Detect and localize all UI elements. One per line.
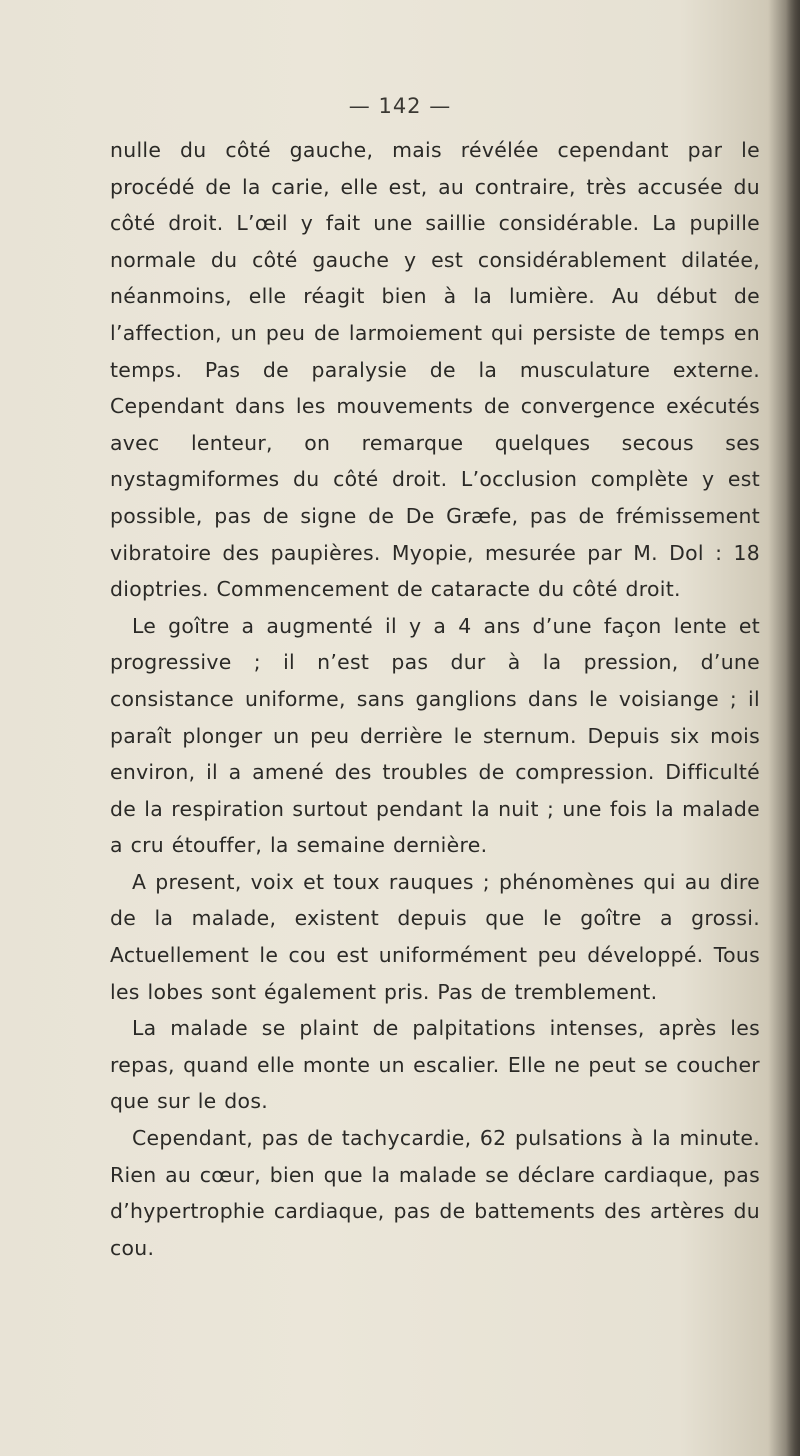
paragraph-palpitations: La malade se plaint de palpitations intenses, après les repas, quand elle monte un escalier. Elle ne peut se coucher que sur le dos. <box>110 1016 760 1114</box>
paragraph-voice-symptoms: A present, voix et toux rauques ; phénomènes qui au dire de la malade, existent depuis que le goître a grossi. Actuellement le cou est uniformément peu développé. Tous les lobes sont également pris. Pas de tremblement. <box>110 869 760 1004</box>
body-text <box>110 132 760 1266</box>
book-binding-edge <box>786 0 800 1456</box>
paragraph-cardiac-exam: Cependant, pas de tachycardie, 62 pulsations à la minute. Rien au cœur, bien que la malade se déclare cardiaque, pas d’hypertrophie cardiaque, pas de battements des artères du cou. <box>110 1126 760 1260</box>
paragraph-eye-findings: nulle du côté gauche, mais révélée cependant par le procédé de la carie, elle est, au contraire, très accusée du côté droit. L’œil y fait une saillie considérable. La pupille normale du côté gauche y est considérablement dilatée, néanmoins, elle réagit bien à la lumière. Au début de l’affection, un peu de larmoiement qui persiste de temps en temps. Pas de paralysie de la musculature externe. Cependant dans les mouvements de convergence exécutés avec lenteur, on remarque quelques secous ses nystagmiformes du côté droit. L’occlusion complète y est possible, pas de signe de De Græfe, pas de frémissement vibratoire des paupières. Myopie, mesurée par M. Dol : 18 dioptries. Commencement de cataracte du côté droit. <box>110 138 760 602</box>
paragraph-goitre-history: Le goître a augmenté il y a 4 ans d’une façon lente et progressive ; il n’est pas dur à la pression, d’une consistance uniforme, sans ganglions dans le voisiange ; il paraît plonger un peu derrière le sternum. Depuis six mois environ, il a amené des troubles de compression. Difficulté de la respiration surtout pendant la nuit ; une fois la malade a cru étouffer, la semaine dernière. <box>110 613 760 858</box>
page-number: — 142 — <box>348 94 452 118</box>
